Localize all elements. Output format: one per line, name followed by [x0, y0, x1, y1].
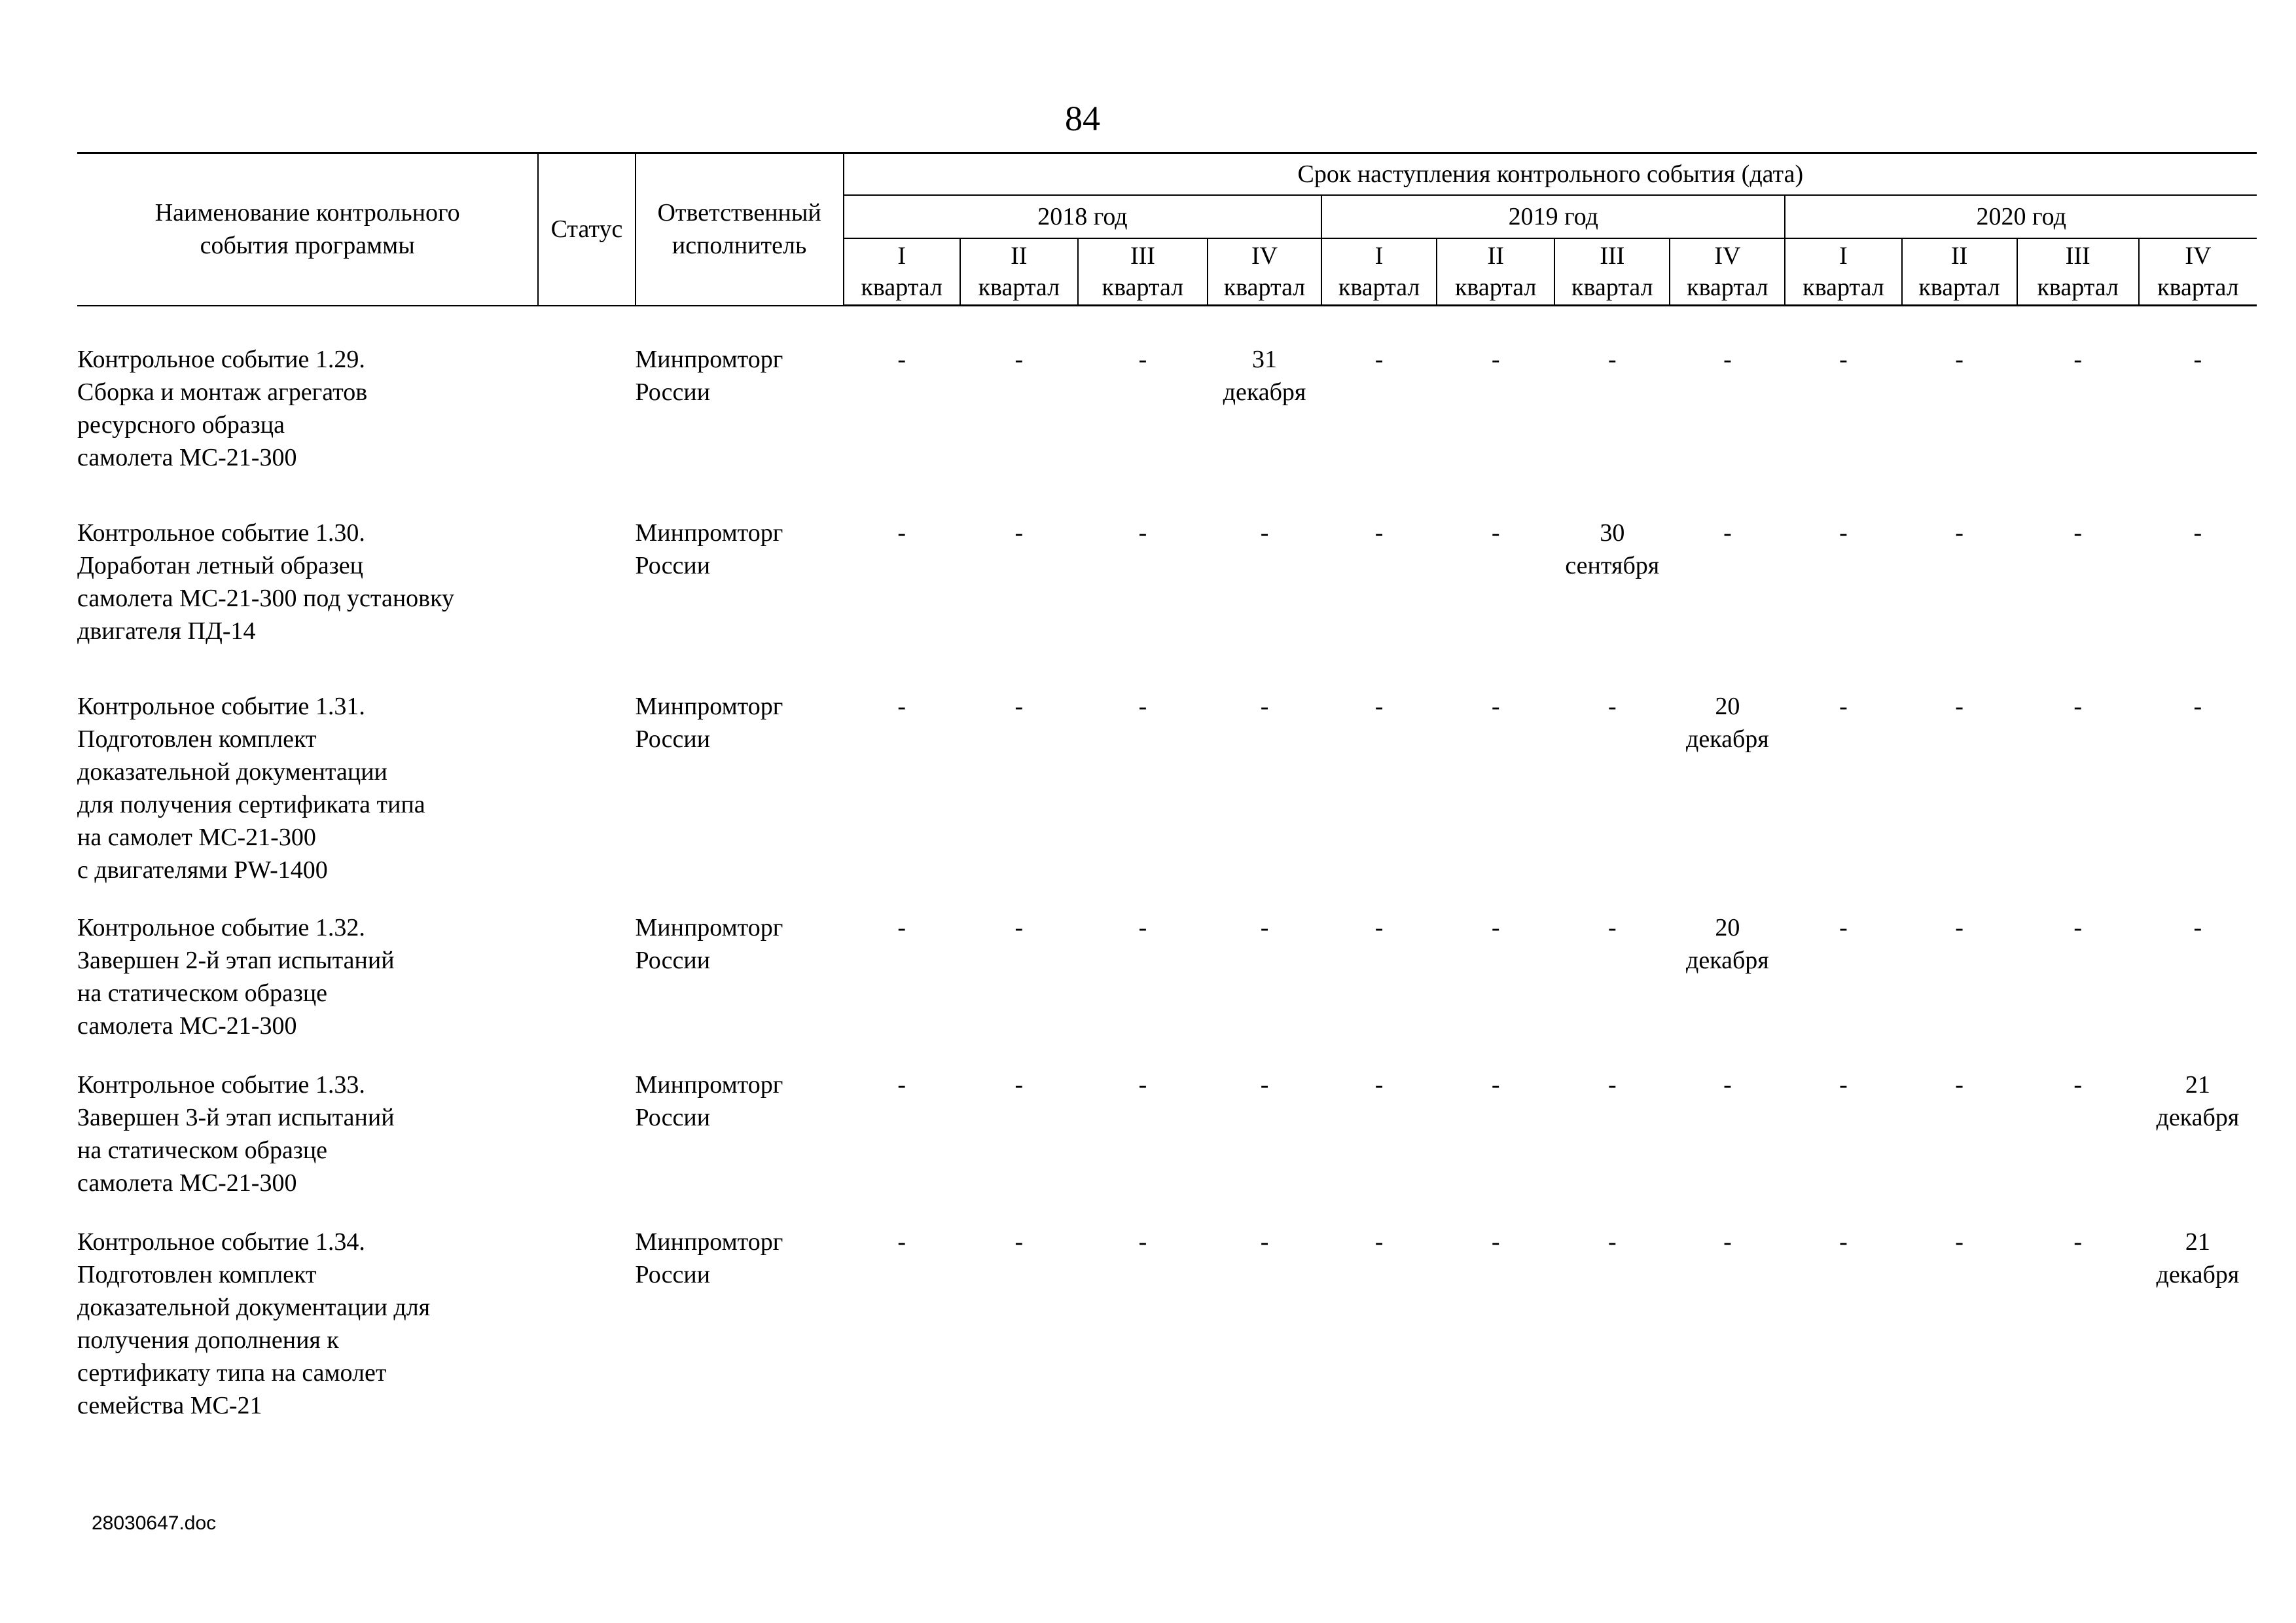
- deadline-value: -: [1607, 693, 1617, 720]
- status-cell: [538, 911, 635, 1068]
- quarter-deadline-cell: [1785, 517, 1901, 690]
- event-name-cell: [77, 517, 538, 690]
- event-name-line: получения дополнения к: [77, 1326, 339, 1354]
- quarter-deadline-cell: [844, 1068, 960, 1226]
- deadline-value: -: [1138, 1228, 1147, 1256]
- quarter-deadline-cell: [1670, 517, 1785, 690]
- deadline-value: декабря: [1686, 725, 1769, 753]
- deadline-value: -: [1014, 346, 1024, 373]
- responsible-line: Минпромторг: [635, 1228, 783, 1256]
- deadline-value: -: [897, 914, 906, 941]
- event-row: [77, 690, 2257, 911]
- event-name-line: Контрольное событие 1.33.: [77, 1071, 365, 1099]
- responsible-line: России: [635, 947, 711, 974]
- year-header-2018: 2018 год: [844, 195, 1321, 238]
- quarter-numeral: I: [1374, 242, 1384, 270]
- quarter-word: квартал: [1687, 274, 1768, 301]
- event-name-line: Подготовлен комплект: [77, 725, 317, 753]
- deadline-value: -: [1955, 914, 1964, 941]
- quarter-deadline-cell: [1670, 911, 1785, 1068]
- quarter-deadline-cell: [1902, 690, 2017, 911]
- event-name-line: на самолет МС-21-300: [77, 824, 316, 851]
- quarter-numeral: III: [1130, 242, 1155, 270]
- quarter-numeral: III: [1600, 242, 1625, 270]
- quarter-header: [1902, 238, 2017, 306]
- page-number: 84: [1065, 99, 1100, 138]
- event-name-line: доказательной документации для: [77, 1294, 431, 1321]
- responsible-cell: [636, 1068, 844, 1226]
- event-name-line: Завершен 3-й этап испытаний: [77, 1104, 395, 1131]
- quarter-deadline-cell: [1208, 690, 1321, 911]
- quarter-numeral: I: [897, 242, 906, 270]
- quarter-deadline-cell: [2139, 517, 2257, 690]
- deadline-value: -: [1839, 693, 1848, 720]
- deadline-value: -: [1491, 519, 1500, 547]
- quarter-deadline-cell: [2017, 517, 2139, 690]
- spacer-row: [77, 306, 2257, 344]
- deadline-value: -: [1138, 1071, 1147, 1099]
- responsible-header-line: Ответственный: [657, 199, 821, 227]
- deadline-value: сентября: [1565, 552, 1660, 579]
- responsible-line: Минпромторг: [635, 1071, 783, 1099]
- responsible-cell: [636, 517, 844, 690]
- quarter-deadline-cell: [1208, 1068, 1321, 1226]
- quarter-word: квартал: [1338, 274, 1420, 301]
- quarter-deadline-cell: [1437, 690, 1554, 911]
- quarter-deadline-cell: [1902, 1068, 2017, 1226]
- event-name-line: Контрольное событие 1.31.: [77, 693, 365, 720]
- deadline-value: -: [1839, 519, 1848, 547]
- quarter-header: [1785, 238, 1901, 306]
- deadline-value: -: [897, 519, 906, 547]
- quarter-deadline-cell: [960, 517, 1078, 690]
- deadline-value: -: [1955, 693, 1964, 720]
- deadline-value: -: [1260, 1228, 1269, 1256]
- status-cell: [538, 343, 635, 517]
- deadline-value: 21: [2185, 1071, 2210, 1099]
- deadline-value: -: [1491, 914, 1500, 941]
- quarter-header: [960, 238, 1078, 306]
- quarter-word: квартал: [1223, 274, 1306, 301]
- deadline-value: -: [1374, 914, 1384, 941]
- quarter-numeral: IV: [1714, 242, 1741, 270]
- event-name-line: Контрольное событие 1.32.: [77, 914, 365, 941]
- deadline-value: 31: [1252, 346, 1278, 373]
- quarter-word: квартал: [978, 274, 1060, 301]
- deadline-value: -: [2073, 693, 2083, 720]
- event-name-line: Контрольное событие 1.30.: [77, 519, 365, 547]
- deadline-value: -: [2073, 519, 2083, 547]
- event-row: [77, 343, 2257, 517]
- quarter-header: [1321, 238, 1437, 306]
- quarter-deadline-cell: [1554, 1226, 1670, 1422]
- event-name-line: доказательной документации: [77, 758, 387, 786]
- responsible-line: Минпромторг: [635, 519, 783, 547]
- quarter-deadline-cell: [1554, 911, 1670, 1068]
- deadline-value: -: [1839, 346, 1848, 373]
- event-name-line: Подготовлен комплект: [77, 1261, 317, 1288]
- deadline-value: -: [1014, 519, 1024, 547]
- quarter-deadline-cell: [1208, 343, 1321, 517]
- quarter-header: [844, 238, 960, 306]
- quarter-numeral: IV: [1251, 242, 1278, 270]
- deadline-value: -: [1607, 346, 1617, 373]
- quarter-header: [1078, 238, 1208, 306]
- responsible-cell: [636, 911, 844, 1068]
- quarter-deadline-cell: [2139, 343, 2257, 517]
- deadline-value: -: [1839, 914, 1848, 941]
- status-cell: [538, 1068, 635, 1226]
- deadline-value: -: [2073, 346, 2083, 373]
- event-row: [77, 911, 2257, 1068]
- deadline-value: -: [2073, 1228, 2083, 1256]
- deadline-value: -: [1607, 1228, 1617, 1256]
- deadline-value: -: [1491, 1071, 1500, 1099]
- event-name-line: ресурсного образца: [77, 411, 285, 439]
- responsible-line: России: [635, 378, 711, 406]
- event-name-line: Завершен 2-й этап испытаний: [77, 947, 395, 974]
- deadline-value: -: [1014, 914, 1024, 941]
- control-events-table: [77, 152, 2257, 1422]
- year-header-2020: 2020 год: [1785, 195, 2257, 238]
- deadline-value: -: [1955, 1228, 1964, 1256]
- deadline-value: -: [1260, 693, 1269, 720]
- event-name-cell: [77, 911, 538, 1068]
- deadline-value: -: [1955, 519, 1964, 547]
- deadline-value: -: [1260, 914, 1269, 941]
- quarter-deadline-cell: [1321, 343, 1437, 517]
- quarter-numeral: II: [1487, 242, 1504, 270]
- quarter-deadline-cell: [1785, 690, 1901, 911]
- quarter-deadline-cell: [1437, 343, 1554, 517]
- quarter-deadline-cell: [1078, 1226, 1208, 1422]
- deadline-value: -: [1374, 346, 1384, 373]
- quarter-deadline-cell: [1670, 690, 1785, 911]
- quarter-numeral: IV: [2185, 242, 2212, 270]
- deadline-value: -: [2193, 346, 2202, 373]
- deadline-value: -: [897, 346, 906, 373]
- quarter-deadline-cell: [2017, 343, 2139, 517]
- events-body: [77, 306, 2257, 1423]
- responsible-cell: [636, 1226, 844, 1422]
- event-row: [77, 1226, 2257, 1422]
- deadline-value: 21: [2185, 1228, 2210, 1256]
- quarter-word: квартал: [1454, 274, 1537, 301]
- status-cell: [538, 690, 635, 911]
- deadline-value: -: [1014, 1228, 1024, 1256]
- event-name-line: Контрольное событие 1.29.: [77, 346, 365, 373]
- quarter-deadline-cell: [1208, 1226, 1321, 1422]
- quarter-numeral: II: [1011, 242, 1028, 270]
- event-name-line: двигателя ПД-14: [77, 617, 256, 645]
- quarter-deadline-cell: [1902, 343, 2017, 517]
- quarter-word: квартал: [2037, 274, 2119, 301]
- deadline-value: декабря: [2156, 1261, 2240, 1288]
- deadline-value: 20: [1715, 914, 1740, 941]
- quarter-deadline-cell: [960, 690, 1078, 911]
- deadline-value: -: [1138, 693, 1147, 720]
- deadline-value: декабря: [2156, 1104, 2240, 1131]
- deadline-value: -: [1374, 1071, 1384, 1099]
- quarter-deadline-cell: [1785, 1068, 1901, 1226]
- deadline-value: -: [1607, 914, 1617, 941]
- event-name-line: для получения сертификата типа: [77, 791, 425, 818]
- event-row: [77, 517, 2257, 690]
- event-name-line: на статическом образце: [77, 979, 328, 1007]
- quarter-deadline-cell: [1554, 1068, 1670, 1226]
- deadline-value: -: [1839, 1071, 1848, 1099]
- deadline-value: -: [1138, 914, 1147, 941]
- quarter-deadline-cell: [1902, 517, 2017, 690]
- quarter-deadline-cell: [1670, 343, 1785, 517]
- event-name-line: самолета МС-21-300: [77, 1169, 297, 1197]
- deadline-value: -: [2073, 914, 2083, 941]
- quarter-numeral: I: [1839, 242, 1848, 270]
- deadline-value: 30: [1600, 519, 1625, 547]
- deadline-value: -: [1955, 1071, 1964, 1099]
- deadline-value: -: [1374, 693, 1384, 720]
- quarter-deadline-cell: [1785, 1226, 1901, 1422]
- document-filename: 28030647.doc: [92, 1512, 217, 1534]
- quarter-deadline-cell: [2139, 1226, 2257, 1422]
- deadline-value: -: [1839, 1228, 1848, 1256]
- quarter-deadline-cell: [1321, 690, 1437, 911]
- deadline-value: -: [1723, 519, 1732, 547]
- quarter-deadline-cell: [844, 690, 960, 911]
- quarter-deadline-cell: [1902, 1226, 2017, 1422]
- responsible-line: Минпромторг: [635, 914, 783, 941]
- deadline-value: -: [2073, 1071, 2083, 1099]
- quarter-deadline-cell: [2017, 1068, 2139, 1226]
- deadline-value: -: [1955, 346, 1964, 373]
- deadline-value: -: [1014, 1071, 1024, 1099]
- quarter-deadline-cell: [2139, 690, 2257, 911]
- deadline-value: -: [2193, 519, 2202, 547]
- deadline-value: -: [1138, 519, 1147, 547]
- deadline-value: -: [897, 1228, 906, 1256]
- year-header-2019: 2019 год: [1321, 195, 1785, 238]
- quarter-deadline-cell: [1321, 1226, 1437, 1422]
- event-name-line: на статическом образце: [77, 1137, 328, 1164]
- quarter-header: [1554, 238, 1670, 306]
- deadline-value: -: [1491, 346, 1500, 373]
- quarter-word: квартал: [1918, 274, 2000, 301]
- quarter-deadline-cell: [2017, 911, 2139, 1068]
- responsible-line: России: [635, 1261, 711, 1288]
- quarter-header: [1670, 238, 1785, 306]
- quarter-word: квартал: [1102, 274, 1184, 301]
- quarter-deadline-cell: [1078, 343, 1208, 517]
- quarter-deadline-cell: [844, 343, 960, 517]
- responsible-line: Минпромторг: [635, 346, 783, 373]
- quarter-numeral: II: [1950, 242, 1968, 270]
- deadline-value: -: [1374, 519, 1384, 547]
- event-name-cell: [77, 343, 538, 517]
- event-name-line: самолета МС-21-300: [77, 444, 297, 471]
- event-name-line: самолета МС-21-300: [77, 1012, 297, 1040]
- quarter-deadline-cell: [1208, 517, 1321, 690]
- deadline-value: 20: [1715, 693, 1740, 720]
- quarter-deadline-cell: [1208, 911, 1321, 1068]
- deadline-value: декабря: [1223, 378, 1306, 406]
- event-name-line: Контрольное событие 1.34.: [77, 1228, 365, 1256]
- quarter-word: квартал: [2157, 274, 2239, 301]
- quarter-deadline-cell: [1078, 517, 1208, 690]
- quarter-deadline-cell: [1554, 517, 1670, 690]
- quarter-deadline-cell: [1785, 911, 1901, 1068]
- deadline-value: -: [1374, 1228, 1384, 1256]
- deadline-group-header: Срок наступления контрольного события (дата): [844, 153, 2257, 196]
- quarter-header: [1437, 238, 1554, 306]
- responsible-cell: [636, 690, 844, 911]
- event-name-header-line: события программы: [200, 232, 415, 260]
- deadline-value: -: [1723, 346, 1732, 373]
- quarter-deadline-cell: [1554, 343, 1670, 517]
- quarter-deadline-cell: [1078, 1068, 1208, 1226]
- event-name-line: Доработан летный образец: [77, 552, 363, 579]
- responsible-line: России: [635, 1104, 711, 1131]
- quarter-word: квартал: [861, 274, 942, 301]
- deadline-value: -: [1260, 1071, 1269, 1099]
- quarter-deadline-cell: [1437, 1226, 1554, 1422]
- quarter-header: [2017, 238, 2139, 306]
- quarter-deadline-cell: [2017, 1226, 2139, 1422]
- quarter-deadline-cell: [1670, 1226, 1785, 1422]
- deadline-value: -: [1723, 1071, 1732, 1099]
- quarter-deadline-cell: [1670, 1068, 1785, 1226]
- quarter-deadline-cell: [960, 1068, 1078, 1226]
- event-name-line: с двигателями PW-1400: [77, 856, 328, 884]
- quarter-word: квартал: [1571, 274, 1653, 301]
- quarter-deadline-cell: [1321, 911, 1437, 1068]
- responsible-cell: [636, 343, 844, 517]
- quarter-deadline-cell: [1437, 1068, 1554, 1226]
- quarter-deadline-cell: [1437, 517, 1554, 690]
- quarter-numeral: III: [2065, 242, 2090, 270]
- quarter-deadline-cell: [1321, 1068, 1437, 1226]
- quarter-deadline-cell: [1785, 343, 1901, 517]
- responsible-header-line: исполнитель: [672, 232, 807, 260]
- quarter-word: квартал: [1803, 274, 1884, 301]
- responsible-line: России: [635, 552, 711, 579]
- deadline-value: -: [1491, 1228, 1500, 1256]
- quarter-deadline-cell: [2139, 1068, 2257, 1226]
- responsible-header: [636, 153, 844, 306]
- deadline-value: -: [2193, 693, 2202, 720]
- quarter-deadline-cell: [2017, 690, 2139, 911]
- deadline-value: -: [1607, 1071, 1617, 1099]
- quarter-deadline-cell: [1554, 690, 1670, 911]
- deadline-value: -: [1260, 519, 1269, 547]
- event-name-line: сертификату типа на самолет: [77, 1359, 387, 1387]
- deadline-value: -: [2193, 914, 2202, 941]
- deadline-value: -: [1014, 693, 1024, 720]
- quarter-deadline-cell: [844, 911, 960, 1068]
- quarter-deadline-cell: [2139, 911, 2257, 1068]
- deadline-value: -: [1138, 346, 1147, 373]
- header-row-1: [77, 153, 2257, 196]
- deadline-value: -: [1491, 693, 1500, 720]
- status-cell: [538, 517, 635, 690]
- deadline-value: -: [897, 693, 906, 720]
- quarter-deadline-cell: [960, 911, 1078, 1068]
- quarter-deadline-cell: [1078, 690, 1208, 911]
- quarter-header: [2139, 238, 2257, 306]
- quarter-deadline-cell: [1902, 911, 2017, 1068]
- status-header: Статус: [538, 153, 635, 306]
- responsible-line: России: [635, 725, 711, 753]
- event-name-line: самолета МС-21-300 под установку: [77, 585, 455, 612]
- quarter-header: [1208, 238, 1321, 306]
- status-cell: [538, 1226, 635, 1422]
- event-name-cell: [77, 1226, 538, 1422]
- quarter-deadline-cell: [1078, 911, 1208, 1068]
- quarter-deadline-cell: [960, 1226, 1078, 1422]
- event-name-line: Сборка и монтаж агрегатов: [77, 378, 368, 406]
- deadline-value: -: [1723, 1228, 1732, 1256]
- responsible-line: Минпромторг: [635, 693, 783, 720]
- event-name-cell: [77, 1068, 538, 1226]
- event-row: [77, 1068, 2257, 1226]
- event-name-header-line: Наименование контрольного: [154, 199, 460, 227]
- quarter-deadline-cell: [1437, 911, 1554, 1068]
- quarter-deadline-cell: [844, 1226, 960, 1422]
- quarter-deadline-cell: [1321, 517, 1437, 690]
- event-name-header: [77, 153, 538, 306]
- deadline-value: декабря: [1686, 947, 1769, 974]
- quarter-deadline-cell: [844, 517, 960, 690]
- event-name-cell: [77, 690, 538, 911]
- deadline-value: -: [897, 1071, 906, 1099]
- quarter-deadline-cell: [960, 343, 1078, 517]
- event-name-line: семейства МС-21: [77, 1392, 262, 1419]
